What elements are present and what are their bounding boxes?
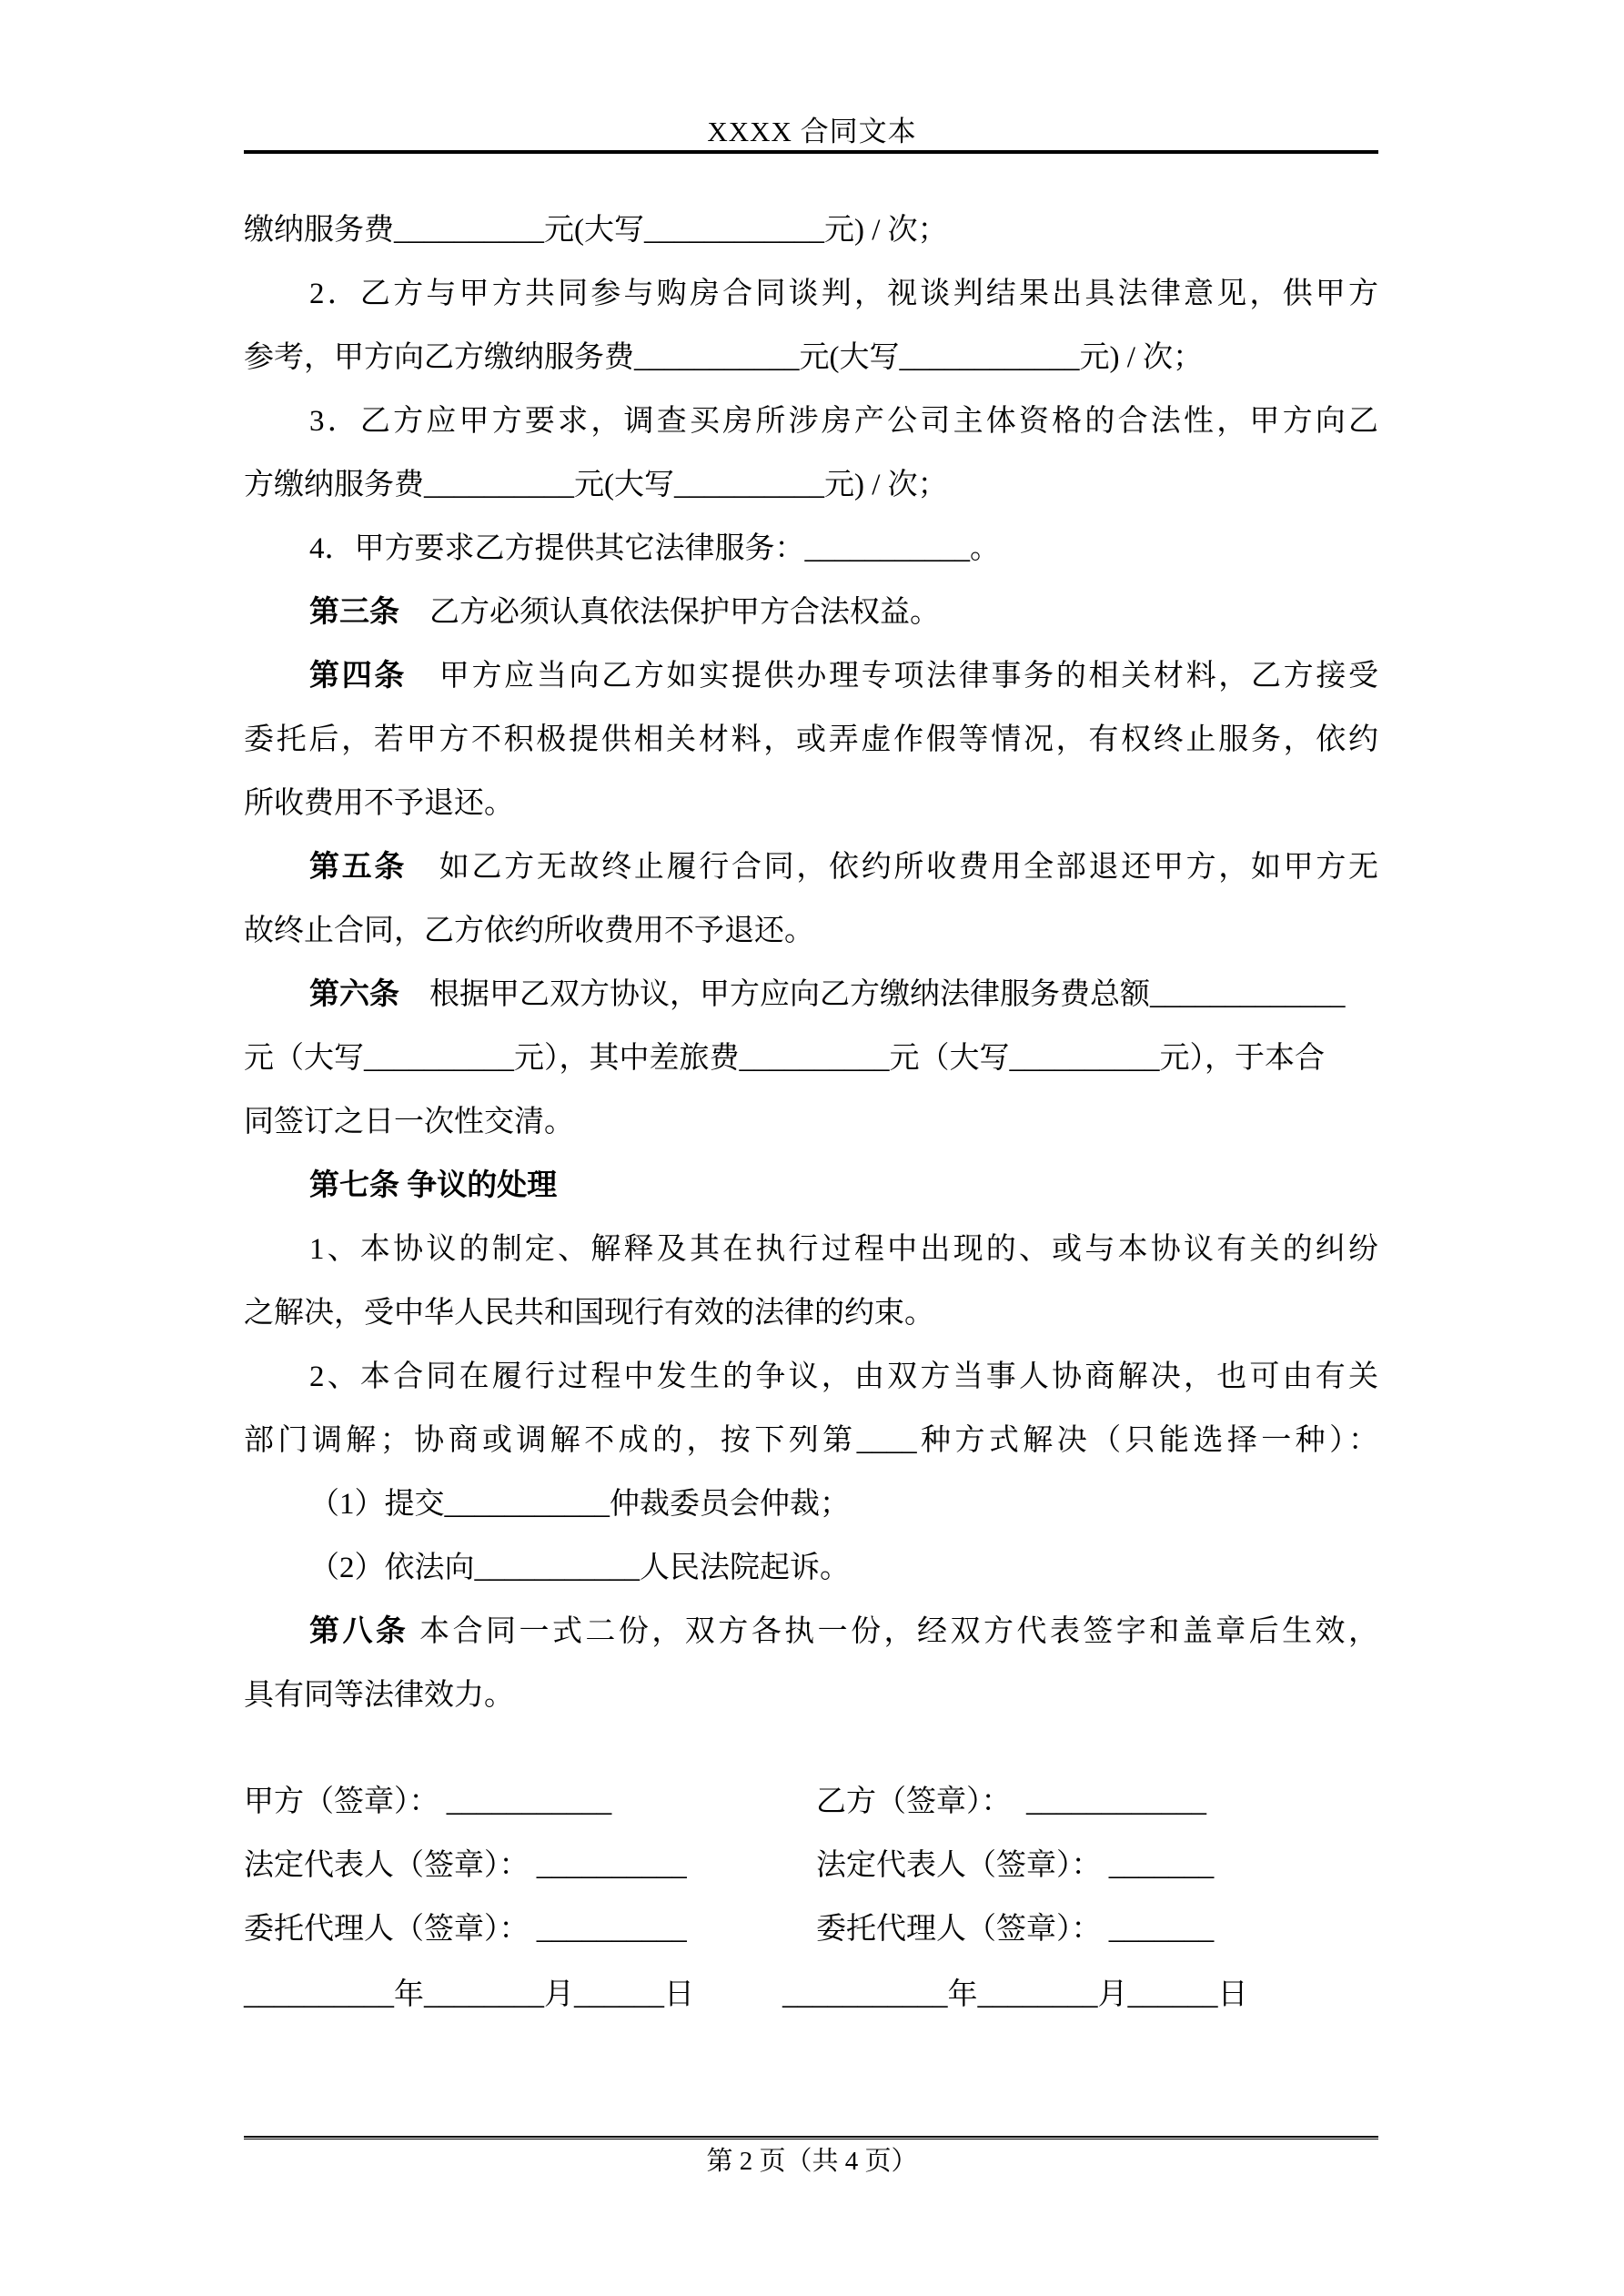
document-header-title: XXXX 合同文本 bbox=[707, 116, 917, 147]
line-text: 元（大写__________元），其中差旅费__________元（大写__________元），于本合 bbox=[244, 1042, 1325, 1075]
line-text: 甲方应当向乙方如实提供办理专项法律事务的相关材料，乙方接受 bbox=[407, 660, 1378, 693]
line-text: 参考，甲方向乙方缴纳服务费___________元(大写____________元) / 次； bbox=[244, 341, 1204, 374]
line-text: 本合同一式二份，双方各执一份，经双方代表签字和盖章后生效， bbox=[409, 1615, 1379, 1648]
clause-heading: 第六条 bbox=[309, 978, 399, 1011]
line-text: 故终止合同，乙方依约所收费用不予退还。 bbox=[244, 915, 814, 947]
body-line-2 bbox=[244, 273, 1378, 315]
line-text: 1、本协议的制定、解释及其在执行过程中出现的、或与本协议有关的纠纷 bbox=[309, 1233, 1378, 1266]
body-line-14 bbox=[244, 1037, 1378, 1079]
body-line-9 bbox=[244, 719, 1378, 761]
body-line-11 bbox=[244, 846, 1378, 888]
line-text: 委托后，若甲方不积极提供相关材料，或弄虚作假等情况，有权终止服务，依约 bbox=[244, 723, 1378, 756]
clause-heading: 第四条 bbox=[309, 660, 408, 693]
line-text: 根据甲乙双方协议，甲方应向乙方缴纳法律服务费总额_____________ bbox=[399, 978, 1346, 1011]
party-b-signature-line: 委托代理人（签章）： _______ bbox=[816, 1913, 1215, 1946]
body-line-16 bbox=[244, 1165, 1378, 1207]
party-a-date-line: __________年________月______日 bbox=[244, 1978, 694, 2011]
body-line-24 bbox=[244, 1674, 1378, 1716]
clause-heading: 第八条 bbox=[309, 1615, 409, 1648]
clause-heading: 第七条 争议的处理 bbox=[309, 1169, 558, 1202]
line-text: （2）依法向___________人民法院起诉。 bbox=[309, 1552, 850, 1584]
body-line-19 bbox=[244, 1356, 1378, 1398]
footer-rule bbox=[244, 2136, 1378, 2139]
body-line-23 bbox=[244, 1611, 1378, 1653]
body-line-18 bbox=[244, 1292, 1378, 1334]
line-text: 3．乙方应甲方要求，调查买房所涉房产公司主体资格的合法性，甲方向乙 bbox=[309, 405, 1378, 438]
party-a-signature-line: 甲方（签章）： ___________ bbox=[244, 1785, 612, 1818]
body-line-15 bbox=[244, 1101, 1378, 1143]
body-line-5 bbox=[244, 464, 1378, 506]
line-text: 同签订之日一次性交清。 bbox=[244, 1106, 574, 1138]
line-text: 4．甲方要求乙方提供其它法律服务：___________。 bbox=[309, 532, 1000, 565]
line-text: 乙方必须认真依法保护甲方合法权益。 bbox=[399, 596, 940, 629]
line-text: 方缴纳服务费__________元(大写__________元) / 次； bbox=[244, 469, 948, 501]
body-line-1 bbox=[244, 209, 1378, 251]
party-a-signature-line: 法定代表人（签章）： __________ bbox=[244, 1849, 687, 1882]
clause-heading: 第五条 bbox=[309, 851, 408, 884]
footer-page-number: 第 2 页（共 4 页） bbox=[706, 2147, 918, 2176]
body-line-13 bbox=[244, 974, 1378, 1016]
body-line-17 bbox=[244, 1229, 1378, 1270]
clause-heading: 第三条 bbox=[309, 596, 399, 629]
body-line-21 bbox=[244, 1483, 1378, 1525]
line-text: 具有同等法律效力。 bbox=[244, 1679, 514, 1712]
line-text: 2．乙方与甲方共同参与购房合同谈判，视谈判结果出具法律意见，供甲方 bbox=[309, 278, 1378, 310]
line-text: 部门调解；协商或调解不成的，按下列第____种方式解决（只能选择一种）： bbox=[244, 1424, 1378, 1457]
body-line-8 bbox=[244, 655, 1378, 697]
party-b-date-line: ___________年________月______日 bbox=[782, 1978, 1248, 2011]
party-a-signature-line: 委托代理人（签章）： __________ bbox=[244, 1913, 687, 1946]
line-text: 缴纳服务费__________元(大写____________元) / 次； bbox=[244, 214, 948, 247]
body-line-10 bbox=[244, 783, 1378, 824]
body-line-20 bbox=[244, 1420, 1378, 1462]
body-line-7 bbox=[244, 592, 1378, 633]
body-line-12 bbox=[244, 910, 1378, 952]
party-b-signature-line: 乙方（签章）： ____________ bbox=[816, 1785, 1206, 1818]
line-text: （1）提交___________仲裁委员会仲裁； bbox=[309, 1488, 850, 1521]
line-text: 所收费用不予退还。 bbox=[244, 787, 514, 820]
body-line-6 bbox=[244, 528, 1378, 570]
line-text: 2、本合同在履行过程中发生的争议，由双方当事人协商解决，也可由有关 bbox=[309, 1360, 1378, 1393]
line-text: 如乙方无故终止履行合同，依约所收费用全部退还甲方，如甲方无 bbox=[407, 851, 1378, 884]
body-line-22 bbox=[244, 1547, 1378, 1589]
party-b-signature-line: 法定代表人（签章）： _______ bbox=[816, 1849, 1215, 1882]
body-line-3 bbox=[244, 337, 1378, 379]
line-text: 之解决，受中华人民共和国现行有效的法律的约束。 bbox=[244, 1297, 934, 1330]
body-line-4 bbox=[244, 400, 1378, 442]
